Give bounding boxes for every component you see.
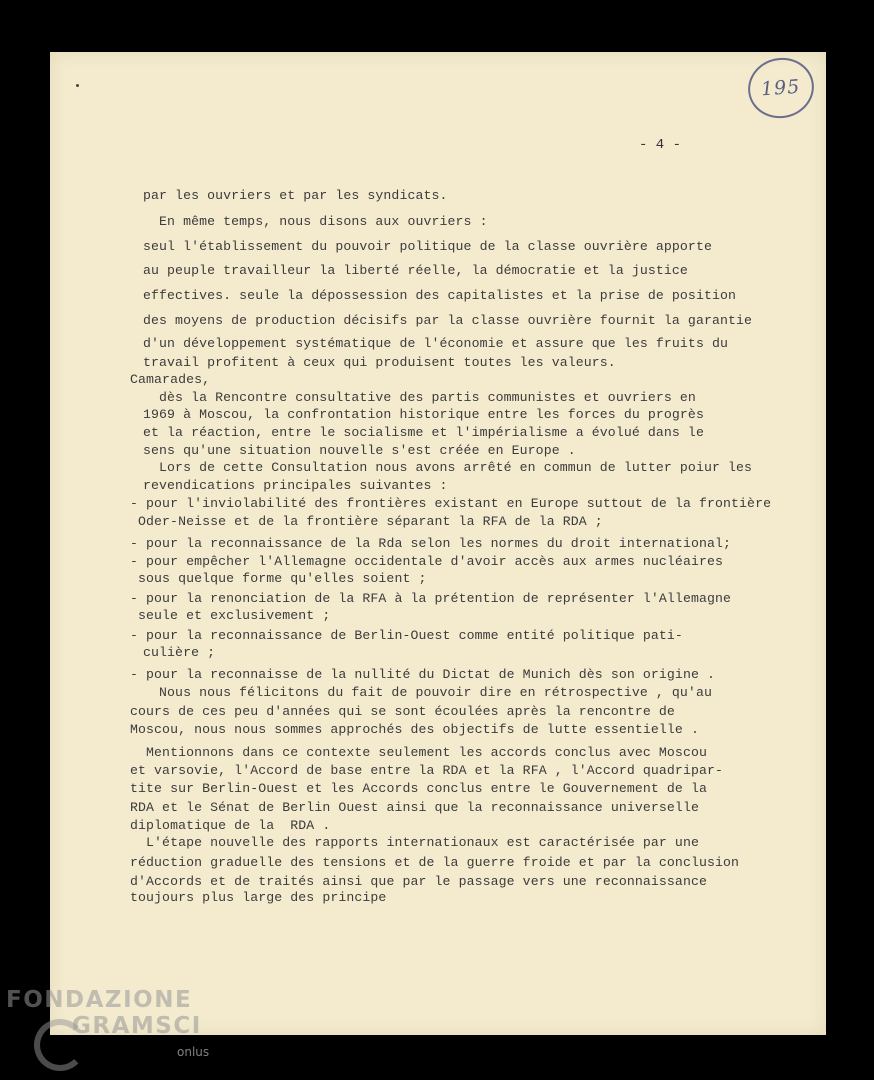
text-line: RDA et le Sénat de Berlin Ouest ainsi que la reconnaissance universelle [130,800,699,815]
text-line: toujours plus large des principe [130,890,387,905]
text-line: 1969 à Moscou, la confrontation historique entre les forces du progrès [143,407,704,422]
text-line: sous quelque forme qu'elles soient ; [138,571,427,586]
text-line: dès la Rencontre consultative des partis communistes et ouvriers en [143,390,696,405]
text-line: Oder-Neisse et de la frontière séparant la RFA de la RDA ; [138,514,603,529]
text-line: revendications principales suivantes : [143,478,448,493]
text-line: par les ouvriers et par les syndicats. [143,188,448,203]
text-line: - pour la renonciation de la RFA à la prétention de représenter l'Allemagne [130,591,732,606]
text-line: - pour l'inviolabilité des frontières existant en Europe suttout de la frontière [130,496,772,511]
text-line: Moscou, nous nous sommes approchés des objectifs de lutte essentielle . [130,722,699,737]
text-line: - pour la reconnaissance de Berlin-Ouest comme entité politique pati- [130,628,683,643]
watermark-line-1: FONDAZIONE [6,987,193,1013]
text-line: et varsovie, l'Accord de base entre la RDA et la RFA , l'Accord quadripar- [130,763,724,778]
text-line: cours de ces peu d'années qui se sont écoulées après la rencontre de [130,704,675,719]
page-number: - 4 - [639,137,682,153]
text-line: Lors de cette Consultation nous avons arrêté en commun de lutter poiur les [143,460,753,475]
text-line: travail profitent à ceux qui produisent toutes les valeurs. [143,355,616,370]
text-line: - pour empêcher l'Allemagne occidentale d'avoir accès aux armes nucléaires [130,554,724,569]
text-line: - pour la reconnaissance de la Rda selon les normes du droit international; [130,536,732,551]
text-line: Mentionnons dans ce contexte seulement les accords conclus avec Moscou [130,745,707,760]
fondazione-gramsci-watermark [6,985,246,1075]
text-line: d'Accords et de traités ainsi que par le passage vers une reconnaissance [130,874,707,889]
text-line: Camarades, [130,372,211,387]
text-line: diplomatique de la RDA . [130,818,331,833]
text-line: sens qu'une situation nouvelle s'est créée en Europe . [143,443,576,458]
text-line: Nous nous félicitons du fait de pouvoir dire en rétrospective , qu'au [143,685,712,700]
text-line: réduction graduelle des tensions et de la guerre froide et par la conclusion [130,855,740,870]
text-line: au peuple travailleur la liberté réelle, la démocratie et la justice [143,263,688,278]
text-line: des moyens de production décisifs par la classe ouvrière fournit la garantie [143,313,753,328]
text-line: culière ; [143,645,216,660]
watermark-suffix: onlus [177,1045,210,1059]
text-line: L'étape nouvelle des rapports internationaux est caractérisée par une [130,835,699,850]
text-line: et la réaction, entre le socialisme et l'impérialisme a évolué dans le [143,425,704,440]
archive-stamp-number: 195 [760,75,802,101]
text-line: d'un développement systématique de l'économie et assure que les fruits du [143,336,729,351]
text-line: - pour la reconnaisse de la nullité du Dictat de Munich dès son origine . [130,667,716,682]
text-line: tite sur Berlin-Ouest et les Accords conclus entre le Gouvernement de la [130,781,707,796]
ink-mark [76,84,79,87]
text-line: seul l'établissement du pouvoir politique de la classe ouvrière apporte [143,239,712,254]
text-line: seule et exclusivement ; [138,608,331,623]
watermark-line-2: GRAMSCI [72,1013,202,1039]
text-line: effectives. seule la dépossession des capitalistes et la prise de position [143,288,737,303]
text-line: En même temps, nous disons aux ouvriers : [143,214,488,229]
